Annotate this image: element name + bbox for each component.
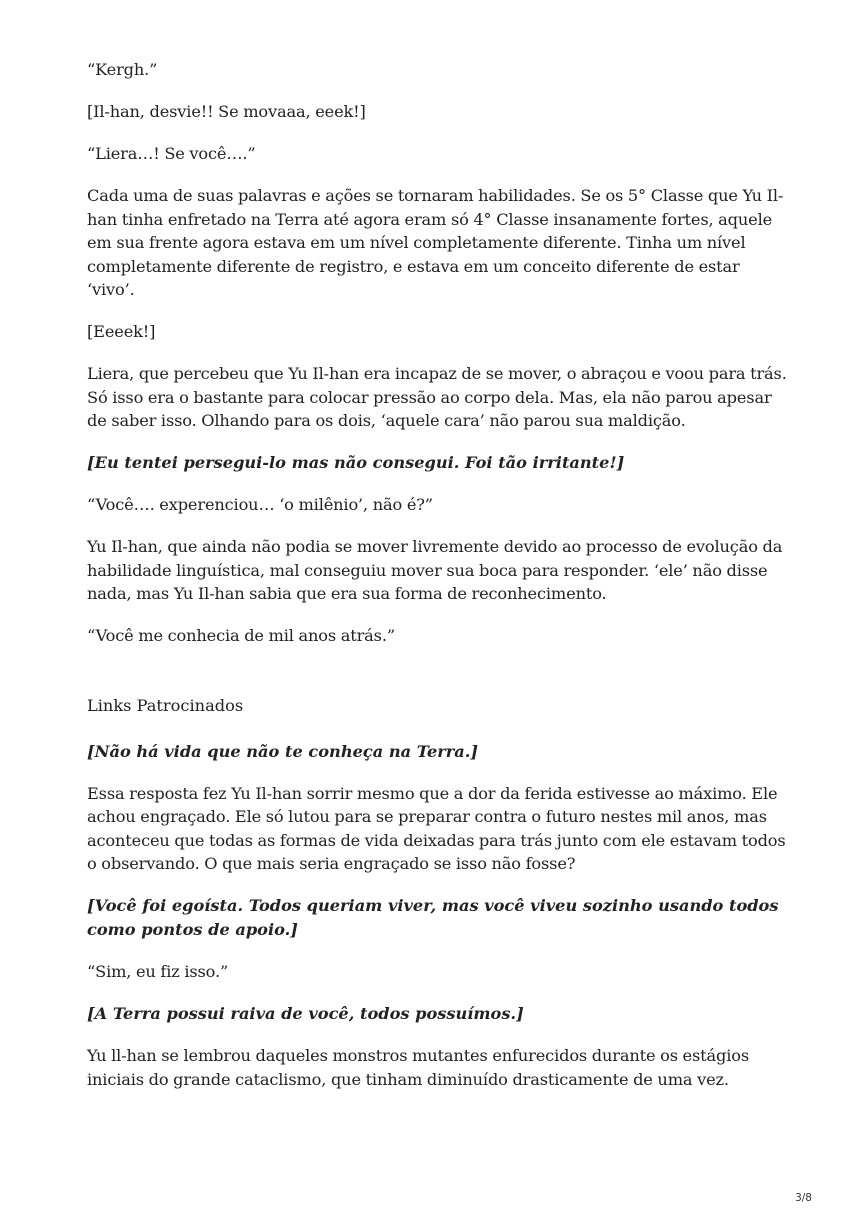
page-number: 3/8	[795, 1192, 812, 1204]
document-body	[87, 58, 787, 1110]
dialogue-terra-raiva: [A Terra possui raiva de você, todos possuímos.]	[87, 1004, 524, 1023]
dialogue-kergh: “Kergh.”	[87, 60, 158, 79]
paragraph-habilidades: Cada uma de suas palavras e ações se tornaram habilidades. Se os 5° Classe que Yu Il-han tinha enfretado na Terra até agora eram só 4° Classe insanamente fortes, aquele em sua frente agora estava em um nível completamente diferente. Tinha um nível completamente diferente de registro, e estava em um conceito diferente de estar ‘vivo’.	[87, 186, 784, 299]
dialogue-liera-se-voce: “Liera…! Se você….”	[87, 144, 256, 163]
paragraph-liera-abracou: Liera, que percebeu que Yu Il-han era incapaz de se mover, o abraçou e voou para trás. Só isso era o bastante para colocar pressão ao corpo dela. Mas, ela não parou apesar de saber isso. Olhando para os dois, ‘aquele cara’ não parou sua maldição.	[87, 364, 787, 430]
dialogue-nao-ha-vida: [Não há vida que não te conheça na Terra.]	[87, 741, 479, 761]
paragraph-sorrir: Essa resposta fez Yu Il-han sorrir mesmo que a dor da ferida estivesse ao máximo. Ele achou engraçado. Ele só lutou para se preparar contra o futuro nestes mil anos, mas aconteceu que todas as formas de vida deixadas para trás junto com ele estavam todos o observando. O que mais seria engraçado se isso não fosse?	[87, 783, 786, 873]
dialogue-milenio: “Você…. experenciou… ‘o milênio’, não é?”	[87, 495, 433, 514]
dialogue-mil-anos: “Você me conhecia de mil anos atrás.”	[87, 626, 395, 645]
paragraph-monstros: Yu ll-han se lembrou daqueles monstros mutantes enfurecidos durante os estágios iniciais do grande cataclismo, que tinham diminuído drasticamente de uma vez.	[87, 1046, 749, 1089]
paragraph-evolucao: Yu Il-han, que ainda não podia se mover livremente devido ao processo de evolução da habilidade linguística, mal conseguiu mover sua boca para responder. ‘ele’ não disse nada, mas Yu Il-han sabia que era sua forma de reconhecimento.	[87, 537, 783, 603]
dialogue-persegui: [Eu tentei persegui-lo mas não consegui. Foi tão irritante!]	[87, 453, 625, 472]
dialogue-egoista: [Você foi egoísta. Todos queriam viver, mas você viveu sozinho usando todos como pontos de apoio.]	[87, 896, 779, 939]
dialogue-liera-dodge: [Il-han, desvie!! Se movaaa, eeek!]	[87, 102, 366, 121]
dialogue-sim-eu-fiz: “Sim, eu fiz isso.”	[87, 962, 229, 981]
dialogue-eeeek: [Eeeek!]	[87, 322, 156, 341]
sponsored-links-label: Links Patrocinados	[87, 696, 244, 715]
